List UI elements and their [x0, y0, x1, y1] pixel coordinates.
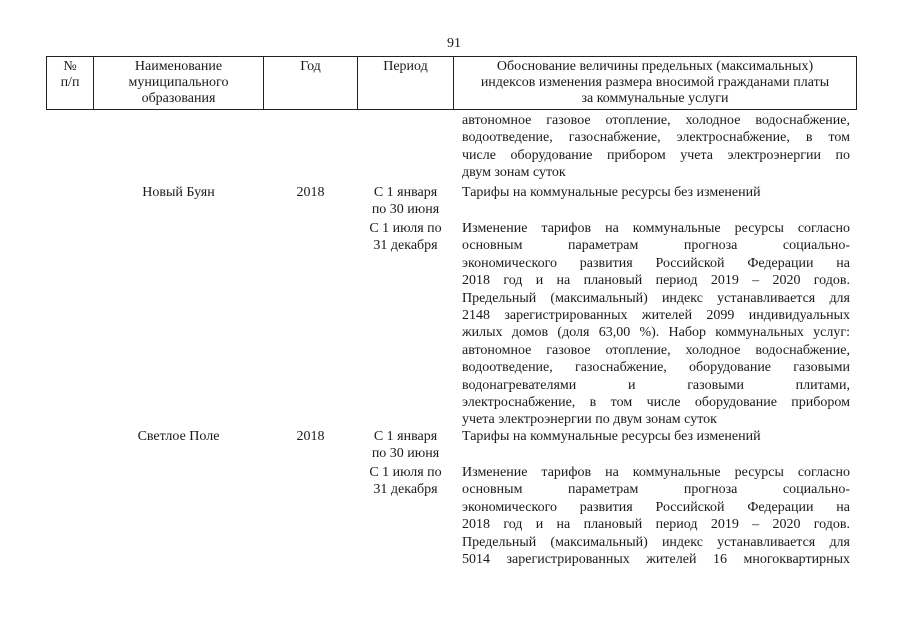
text-line: 2018 год и на плановый период 2019 – 2020 годов.: [462, 273, 850, 289]
text-line: учета электроэнергии по двум зонам суток: [462, 412, 717, 428]
text-line: Изменение тарифов на коммунальные ресурсы согласно: [462, 221, 850, 236]
text-line: Предельный (максимальный) индекс устанавливается для: [462, 290, 850, 306]
header-line: за коммунальные услуги: [581, 91, 729, 106]
text-line: водоотведение, газоснабжение, оборудование газовыми: [462, 360, 850, 376]
period-line: 31 декабря: [373, 482, 438, 498]
basis-first-half: Тарифы на коммунальные ресурсы без изменений: [462, 429, 761, 444]
header-line: №: [63, 59, 77, 74]
text-line: электроснабжение, в том числе оборудование прибором: [462, 395, 850, 411]
text-line: числе оборудование прибором учета электроэнергии по: [462, 147, 850, 163]
text-line: жилых домов (доля 63,00 %). Набор коммунальных услуг:: [462, 325, 850, 341]
basis-first-half: Тарифы на коммунальные ресурсы без изменений: [462, 185, 761, 200]
header-cell-basis: [453, 56, 857, 110]
text-line: автономное газовое отопление, холодное водоснабжение,: [462, 113, 850, 128]
text-line: 5014 зарегистрированных жителей 16 многоквартирных: [462, 552, 850, 568]
header-line: Год: [300, 59, 321, 74]
continuation-text: [462, 112, 850, 182]
text-line: двум зонам суток: [462, 165, 566, 181]
period-line: по 30 июня: [371, 202, 440, 218]
period-line: 31 декабря: [373, 238, 438, 254]
page-number: 91: [447, 36, 461, 51]
header-line: индексов изменения размера вносимой гражданами платы: [480, 75, 830, 90]
header-cell-name: [93, 56, 264, 110]
header-line: Наименование: [134, 59, 223, 74]
text-line: 2018 год и на плановый период 2019 – 2020 годов.: [462, 517, 850, 533]
text-line: основным параметрам прогноза социально-: [462, 482, 850, 498]
period-line: С 1 января: [373, 429, 438, 444]
municipality-name: Новый Буян: [142, 185, 215, 200]
text-line: Предельный (максимальный) индекс устанавливается для: [462, 534, 850, 550]
basis-second-half: [462, 220, 850, 429]
text-line: экономического развития Российской Федерации на: [462, 499, 850, 515]
period-line: С 1 июля по: [369, 221, 442, 236]
header-cell-period: [357, 56, 454, 110]
municipality-name: Светлое Поле: [137, 429, 220, 444]
header-line: Обоснование величины предельных (максимальных): [496, 59, 814, 74]
period-line: по 30 июня: [371, 446, 440, 462]
period-first-half: [357, 184, 454, 219]
period-first-half: [357, 428, 454, 463]
row-year: 2018: [296, 429, 325, 444]
row-year: 2018: [296, 185, 325, 200]
text-line: основным параметрам прогноза социально-: [462, 238, 850, 254]
period-second-half: [357, 220, 454, 255]
header-line: п/п: [60, 75, 80, 90]
header-line: муниципального: [128, 75, 229, 90]
header-line: образования: [141, 91, 216, 106]
period-second-half: [357, 464, 454, 499]
text-line: 2148 зарегистрированных жителей 2099 индивидуальных: [462, 308, 850, 324]
text-line: водоотведение, газоснабжение, электроснабжение, в том: [462, 130, 850, 146]
header-cell-number: [46, 56, 94, 110]
header-cell-year: [263, 56, 358, 110]
header-line: Период: [383, 59, 428, 74]
text-line: Изменение тарифов на коммунальные ресурсы согласно: [462, 465, 850, 480]
basis-second-half: [462, 464, 850, 568]
period-line: С 1 июля по: [369, 465, 442, 480]
text-line: экономического развития Российской Федерации на: [462, 255, 850, 271]
period-line: С 1 января: [373, 185, 438, 200]
text-line: водонагревателями и газовыми плитами,: [462, 377, 850, 393]
text-line: автономное газовое отопление, холодное водоснабжение,: [462, 342, 850, 358]
